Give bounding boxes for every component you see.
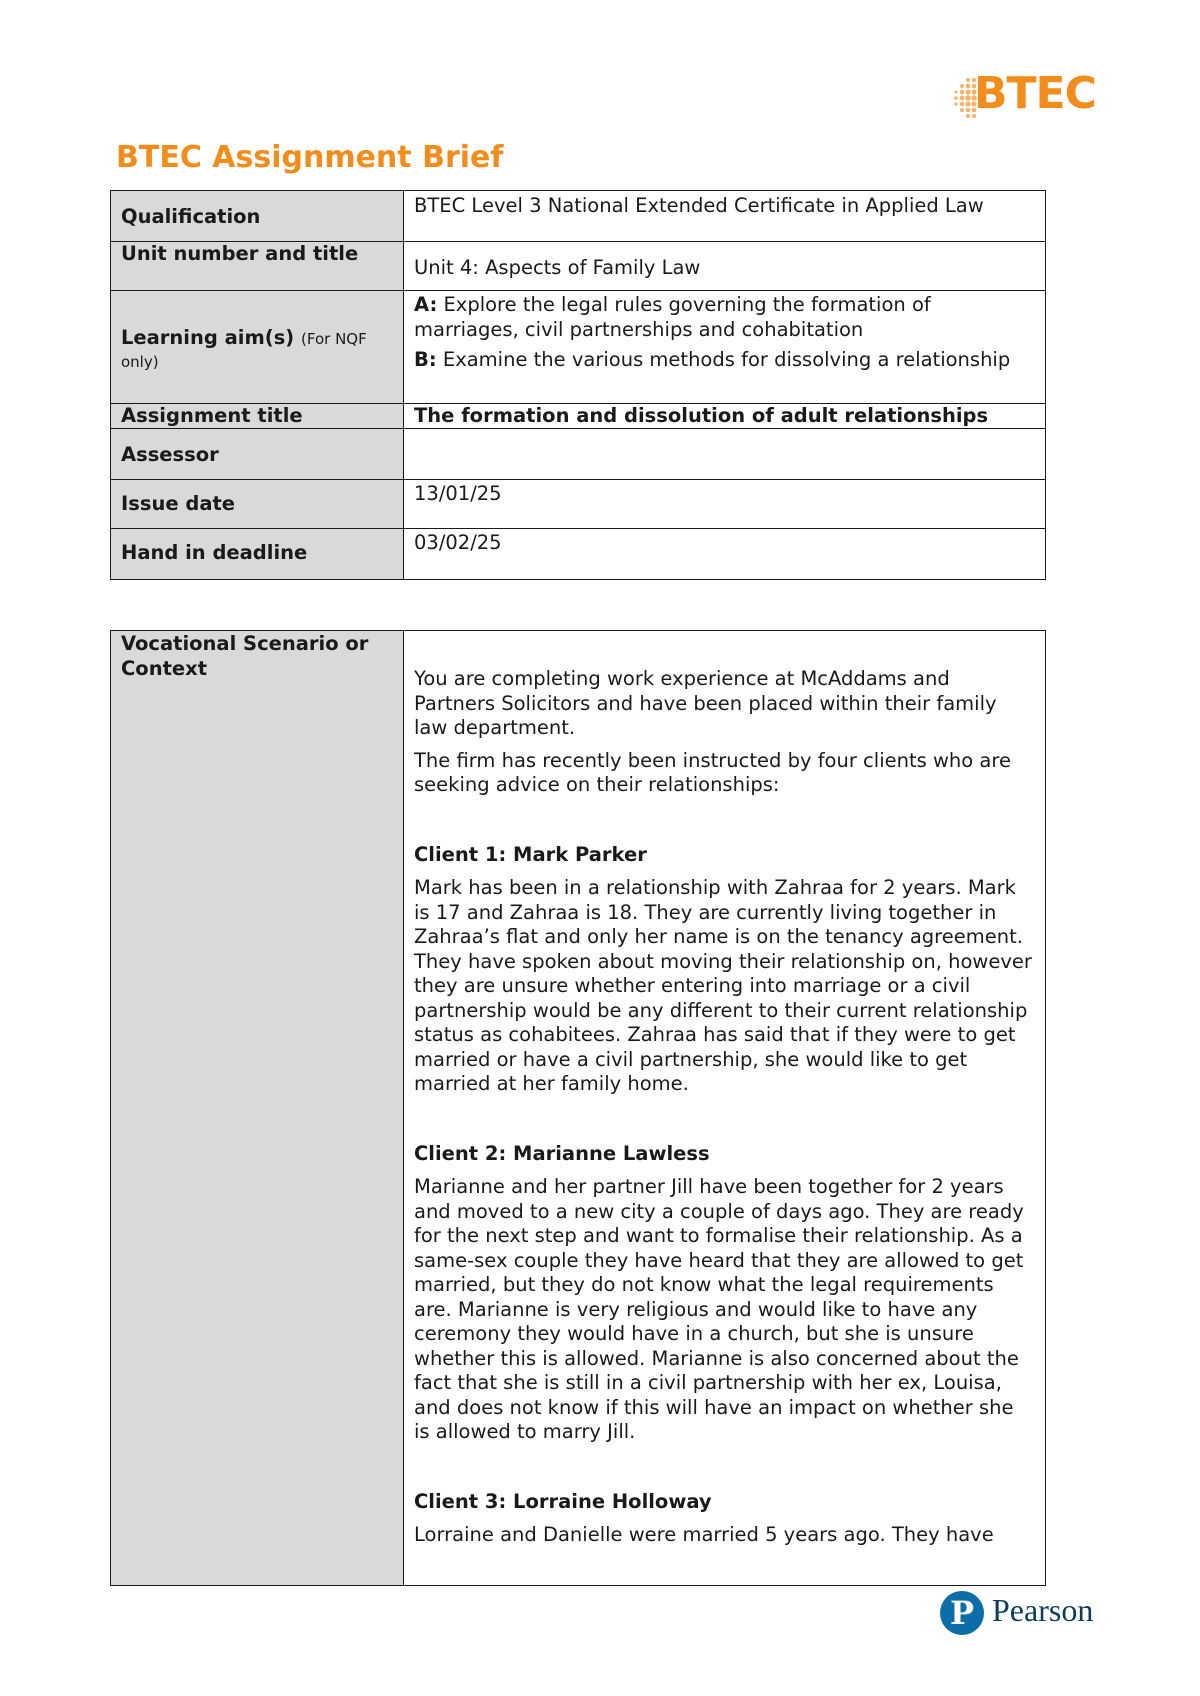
scenario-intro-1: You are completing work experience at McAddams and Partners Solicitors and have been placed within their family law department. <box>414 667 997 739</box>
client-3-heading: Client 3: Lorraine Holloway <box>414 1489 712 1513</box>
table-row <box>111 242 1046 291</box>
table-row <box>111 529 1046 580</box>
aim-a-key: A: <box>414 293 438 316</box>
btec-wordmark: BTEC <box>974 68 1096 119</box>
scenario-label: Vocational Scenario or Context <box>121 632 369 680</box>
pearson-p-icon: P <box>940 1591 984 1635</box>
brief-info-table <box>110 190 1046 580</box>
assignment-title-value: The formation and dissolution of adult relationships <box>414 404 989 427</box>
table-row <box>111 631 1046 1586</box>
learning-aims-label-text: Learning aim(s) <box>121 326 295 349</box>
unit-value: Unit 4: Aspects of Family Law <box>414 256 701 279</box>
table-row <box>111 404 1046 429</box>
issue-date-value: 13/01/25 <box>414 482 502 505</box>
assessor-label: Assessor <box>121 443 219 466</box>
issue-date-label: Issue date <box>121 492 236 515</box>
aim-a <box>414 293 1035 342</box>
qualification-value: BTEC Level 3 National Extended Certificate in Applied Law <box>414 194 984 217</box>
assignment-title-label: Assignment title <box>121 404 303 427</box>
deadline-value: 03/02/25 <box>414 531 502 554</box>
table-row <box>111 291 1046 404</box>
aim-a-text: Explore the legal rules governing the formation of marriages, civil partnerships and cohabitation <box>414 293 931 341</box>
btec-logo <box>948 68 1098 128</box>
scenario-intro-2: The firm has recently been instructed by four clients who are seeking advice on their relationships: <box>414 748 1011 796</box>
qualification-label: Qualification <box>121 205 261 228</box>
client-3-text: Lorraine and Danielle were married 5 years ago. They have <box>414 1523 994 1546</box>
unit-label: Unit number and title <box>121 242 359 265</box>
pearson-logo <box>940 1588 1100 1640</box>
client-1-heading: Client 1: Mark Parker <box>414 842 647 866</box>
page-title: BTEC Assignment Brief <box>116 140 504 175</box>
learning-aims-label <box>111 291 403 373</box>
client-2-heading: Client 2: Marianne Lawless <box>414 1141 710 1165</box>
client-1-text: Mark has been in a relationship with Zahraa for 2 years. Mark is 17 and Zahraa is 18. They are currently living together in Zahraa’s flat and only her name is on the tenancy agreement. They have spoken about moving their relationship on, however they are unsure whether entering into marriage or a civil partnership would be any different to their current relationship status as cohabitees. Zahraa has said that if they were to get married or have a civil partnership, she would like to get married at her family home. <box>414 876 1032 1095</box>
table-row <box>111 429 1046 480</box>
deadline-label: Hand in deadline <box>121 541 308 564</box>
scenario-body <box>404 631 1045 1548</box>
table-row <box>111 191 1046 242</box>
aim-b-text: Examine the various methods for dissolving a relationship <box>442 348 1011 371</box>
client-2-text: Marianne and her partner Jill have been together for 2 years and moved to a new city a couple of days ago. They are ready for the next step and want to formalise their relationship. As a same-sex couple they have heard that they are allowed to get married, but they do not know what the legal requirements are. Marianne is very religious and would like to have any ceremony they would have in a church, but she is unsure whether this is allowed. Marianne is also concerned about the fact that she is still in a civil partnership with her ex, Louisa, and does not know if this will have an impact on whether she is allowed to marry Jill. <box>414 1175 1024 1443</box>
learning-aims-label-note: (For NQF only) <box>121 330 367 371</box>
scenario-table <box>110 630 1046 1586</box>
aim-b-key: B: <box>414 348 437 371</box>
aim-b <box>414 348 1035 373</box>
pearson-wordmark: Pearson <box>992 1592 1094 1628</box>
table-row <box>111 480 1046 529</box>
